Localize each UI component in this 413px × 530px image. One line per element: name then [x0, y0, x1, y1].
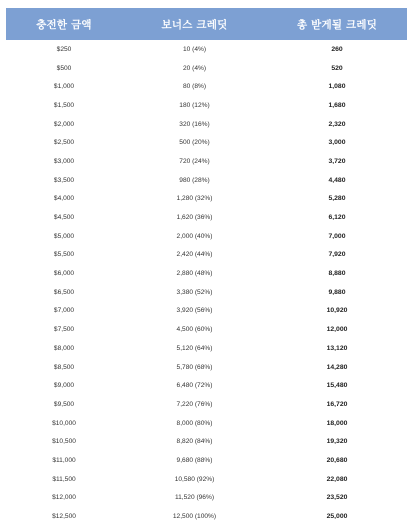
bonus-credit-cell: 3,920 (56%)	[176, 307, 213, 315]
table-row	[6, 96, 407, 115]
bonus-credit-cell: 6,480 (72%)	[176, 382, 213, 390]
bonus-credit-cell: 180 (12%)	[179, 101, 210, 109]
bonus-credit-cell: 2,000 (40%)	[176, 232, 213, 240]
charge-amount-cell: $12,000	[52, 494, 76, 502]
charge-amount-cell: $500	[56, 64, 72, 72]
total-credit-cell: 16,720	[326, 400, 348, 408]
total-credit-cell: 1,680	[328, 101, 346, 109]
table-row	[6, 246, 407, 265]
charge-amount-cell: $3,500	[53, 176, 75, 184]
charge-amount-cell: $4,500	[53, 214, 75, 222]
total-credit-cell: 2,320	[328, 120, 346, 128]
total-credit-cell: 7,000	[328, 232, 346, 240]
charge-amount-cell: $6,500	[53, 288, 75, 296]
bonus-credit-cell: 720 (24%)	[179, 157, 210, 165]
charge-amount-cell: $8,500	[53, 363, 75, 371]
table-row	[6, 208, 407, 227]
total-credit-cell: 6,120	[328, 214, 346, 222]
total-credit-cell: 10,920	[326, 307, 348, 315]
bonus-credit-cell: 4,500 (60%)	[176, 326, 213, 334]
total-credit-cell: 25,000	[326, 513, 348, 521]
table-row	[6, 320, 407, 339]
table-row	[6, 451, 407, 470]
table-row	[6, 227, 407, 246]
charge-amount-cell: $10,500	[52, 438, 76, 446]
table-row	[6, 115, 407, 134]
bonus-credit-cell: 2,420 (44%)	[176, 251, 213, 259]
table-row	[6, 171, 407, 190]
table-row	[6, 133, 407, 152]
table-row	[6, 395, 407, 414]
bonus-credit-cell: 5,780 (68%)	[176, 363, 213, 371]
table-row	[6, 414, 407, 433]
table-row	[6, 376, 407, 395]
total-credit-cell: 23,520	[326, 494, 348, 502]
charge-amount-cell: $3,000	[53, 157, 75, 165]
table-row	[6, 264, 407, 283]
total-credit-cell: 8,880	[328, 270, 346, 278]
charge-amount-cell: $1,000	[53, 83, 75, 91]
charge-amount-cell: $9,500	[53, 400, 75, 408]
charge-amount-cell: $250	[56, 45, 72, 53]
total-credit-cell: 4,480	[328, 176, 346, 184]
bonus-credit-cell: 1,280 (32%)	[176, 195, 213, 203]
table-row	[6, 283, 407, 302]
charge-amount-cell: $4,000	[53, 195, 75, 203]
header-total-credit: 총 받게될 크레딧	[296, 18, 378, 31]
total-credit-cell: 9,880	[328, 288, 346, 296]
bonus-credit-cell: 3,380 (52%)	[176, 288, 213, 296]
table-row	[6, 339, 407, 358]
bonus-credit-cell: 2,880 (48%)	[176, 270, 213, 278]
charge-amount-cell: $9,000	[53, 382, 75, 390]
charge-amount-cell: $1,500	[53, 101, 75, 109]
bonus-credit-cell: 7,220 (76%)	[176, 400, 213, 408]
bonus-credit-cell: 1,620 (36%)	[176, 214, 213, 222]
charge-amount-cell: $12,500	[52, 513, 76, 521]
total-credit-cell: 5,280	[328, 195, 346, 203]
table-row	[6, 59, 407, 78]
total-credit-cell: 15,480	[326, 382, 348, 390]
table-row	[6, 40, 407, 59]
bonus-credit-cell: 10,580 (92%)	[174, 475, 215, 483]
table-row	[6, 190, 407, 209]
charge-amount-cell: $5,000	[53, 232, 75, 240]
table-row	[6, 152, 407, 171]
header-row	[6, 8, 407, 40]
total-credit-cell: 22,080	[326, 475, 348, 483]
bonus-credit-cell: 11,520 (96%)	[174, 494, 215, 502]
table-row	[6, 432, 407, 451]
total-credit-cell: 520	[331, 64, 343, 72]
total-credit-cell: 7,920	[328, 251, 346, 259]
table-header	[6, 8, 407, 40]
charge-amount-cell: $7,000	[53, 307, 75, 315]
credit-bonus-table	[6, 8, 407, 526]
bonus-credit-cell: 20 (4%)	[182, 64, 207, 72]
total-credit-cell: 13,120	[326, 344, 348, 352]
table-row	[6, 302, 407, 321]
total-credit-cell: 3,000	[328, 139, 346, 147]
total-credit-cell: 12,000	[326, 326, 348, 334]
table-row	[6, 489, 407, 508]
bonus-credit-cell: 80 (8%)	[182, 83, 207, 91]
table-row	[6, 507, 407, 526]
bonus-credit-cell: 10 (4%)	[182, 45, 207, 53]
bonus-credit-cell: 12,500 (100%)	[172, 513, 217, 521]
bonus-credit-cell: 8,820 (84%)	[176, 438, 213, 446]
total-credit-cell: 19,320	[326, 438, 348, 446]
charge-amount-cell: $6,000	[53, 270, 75, 278]
charge-amount-cell: $5,500	[53, 251, 75, 259]
charge-amount-cell: $11,000	[52, 456, 76, 464]
credit-bonus-table-container	[6, 8, 407, 526]
bonus-credit-cell: 5,120 (64%)	[176, 344, 213, 352]
total-credit-cell: 14,280	[326, 363, 348, 371]
header-charge-amount: 충전한 금액	[36, 18, 92, 31]
header-bonus-credit: 보너스 크레딧	[161, 18, 228, 31]
table-row	[6, 470, 407, 489]
total-credit-cell: 260	[331, 45, 343, 53]
charge-amount-cell: $8,000	[53, 344, 75, 352]
total-credit-cell: 1,080	[328, 83, 346, 91]
bonus-credit-cell: 320 (16%)	[179, 120, 210, 128]
charge-amount-cell: $10,000	[52, 419, 76, 427]
bonus-credit-cell: 8,000 (80%)	[176, 419, 213, 427]
table-body	[6, 40, 407, 526]
charge-amount-cell: $2,500	[53, 139, 75, 147]
bonus-credit-cell: 9,680 (88%)	[176, 456, 213, 464]
total-credit-cell: 20,680	[326, 456, 348, 464]
total-credit-cell: 18,000	[326, 419, 348, 427]
charge-amount-cell: $2,000	[53, 120, 75, 128]
total-credit-cell: 3,720	[328, 157, 346, 165]
table-row	[6, 358, 407, 377]
table-row	[6, 77, 407, 96]
bonus-credit-cell: 500 (20%)	[179, 139, 210, 147]
bonus-credit-cell: 980 (28%)	[179, 176, 210, 184]
charge-amount-cell: $7,500	[53, 326, 75, 334]
charge-amount-cell: $11,500	[52, 475, 76, 483]
